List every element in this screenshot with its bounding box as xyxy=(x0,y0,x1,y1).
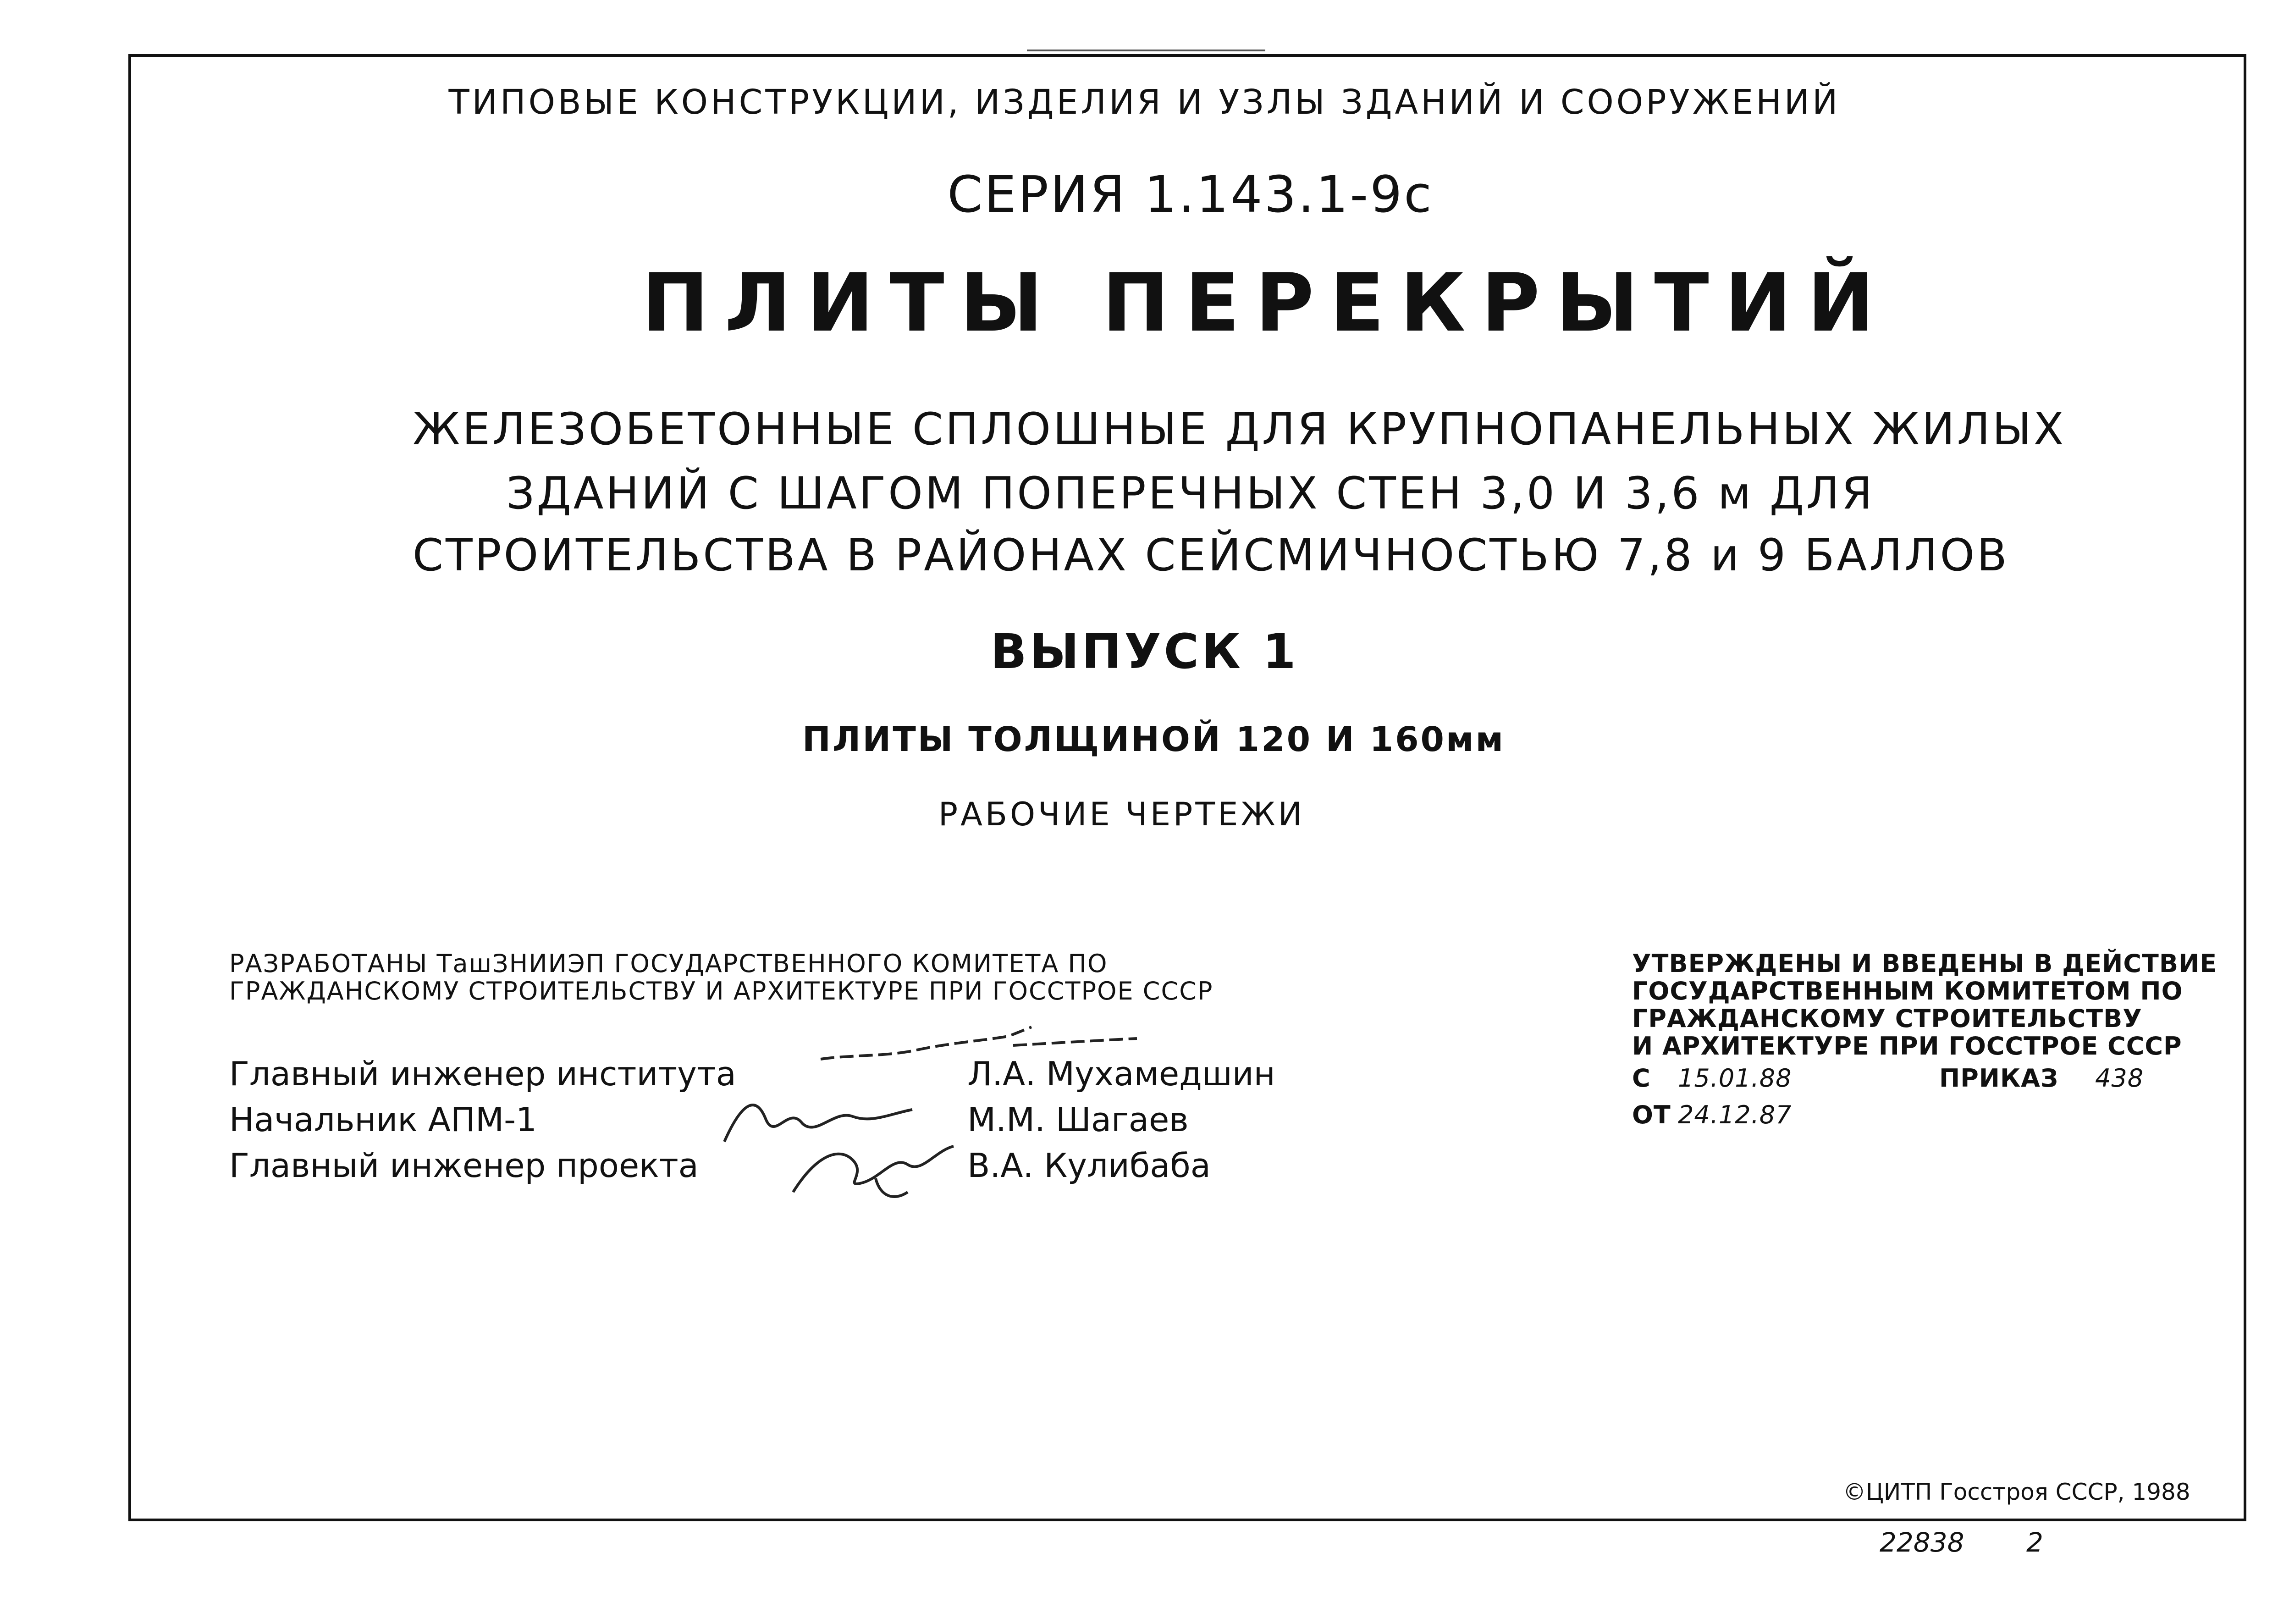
approval-from-label: С xyxy=(1632,1064,1651,1093)
approval-line-1: УТВЕРЖДЕНЫ И ВВЕДЕНЫ В ДЕЙСТВИЕ xyxy=(1632,949,2217,978)
issue-number: ВЫПУСК 1 xyxy=(990,624,1299,679)
approval-line-3: ГРАЖДАНСКОМУ СТРОИТЕЛЬСТВУ xyxy=(1632,1004,2142,1033)
order-label: ПРИКАЗ xyxy=(1939,1064,2059,1093)
signature-1-image xyxy=(816,1022,1146,1077)
signatory-name-2: М.М. Шагаев xyxy=(967,1100,1189,1139)
subtitle-line-3: СТРОИТЕЛЬСТВА В РАЙОНАХ СЕЙСМИЧНОСТЬЮ 7,8 и 9 БАЛЛОВ xyxy=(413,530,2009,581)
signatory-role-2: Начальник АПМ-1 xyxy=(229,1100,537,1139)
subtitle-line-1: ЖЕЛЕЗОБЕТОННЫЕ СПЛОШНЫЕ ДЛЯ КРУПНОПАНЕЛЬНЫХ ЖИЛЫХ xyxy=(413,403,2066,455)
signature-3-image xyxy=(789,1137,963,1206)
category-heading: ТИПОВЫЕ КОНСТРУКЦИИ, ИЗДЕЛИЯ И УЗЛЫ ЗДАНИЙ И СООРУЖЕНИЙ xyxy=(448,83,1841,122)
subtitle-line-2: ЗДАНИЙ С ШАГОМ ПОПЕРЕЧНЫХ СТЕН 3,0 И 3,6 м ДЛЯ xyxy=(506,468,1875,519)
order-number: 438 xyxy=(2095,1064,2144,1093)
slab-thickness: ПЛИТЫ ТОЛЩИНОЙ 120 И 160мм xyxy=(802,720,1506,759)
approval-line-2: ГОСУДАРСТВЕННЫМ КОМИТЕТОМ ПО xyxy=(1632,977,2183,1005)
approval-line-4: И АРХИТЕКТУРЕ ПРИ ГОССТРОЕ СССР xyxy=(1632,1032,2182,1061)
series-number: СЕРИЯ 1.143.1-9с xyxy=(947,165,1434,224)
working-drawings-label: РАБОЧИЕ ЧЕРТЕЖИ xyxy=(938,795,1305,833)
signatory-name-1: Л.А. Мухамедшин xyxy=(967,1055,1275,1093)
approval-from-date: 15.01.88 xyxy=(1678,1064,1792,1093)
developed-by-line-1: РАЗРАБОТАНЫ ТашЗНИИЭП ГОСУДАРСТВЕННОГО КОМИТЕТА ПО xyxy=(229,949,1108,978)
document-number: 22838 xyxy=(1880,1527,1964,1558)
document-title: ПЛИТЫ ПЕРЕКРЫТИЙ xyxy=(642,257,1890,350)
signatory-name-3: В.А. Кулибаба xyxy=(967,1146,1211,1185)
dated-value: 24.12.87 xyxy=(1678,1100,1792,1129)
signatory-role-1: Главный инженер института xyxy=(229,1055,736,1093)
top-edge-mark xyxy=(1027,50,1265,51)
signatory-role-3: Главный инженер проекта xyxy=(229,1146,699,1185)
dated-label: ОТ xyxy=(1632,1100,1671,1129)
sheet-number: 2 xyxy=(2026,1527,2043,1558)
developed-by-line-2: ГРАЖДАНСКОМУ СТРОИТЕЛЬСТВУ И АРХИТЕКТУРЕ ПРИ ГОССТРОЕ СССР xyxy=(229,977,1213,1005)
copyright-notice: ©ЦИТП Госстроя СССР, 1988 xyxy=(1843,1479,2190,1505)
